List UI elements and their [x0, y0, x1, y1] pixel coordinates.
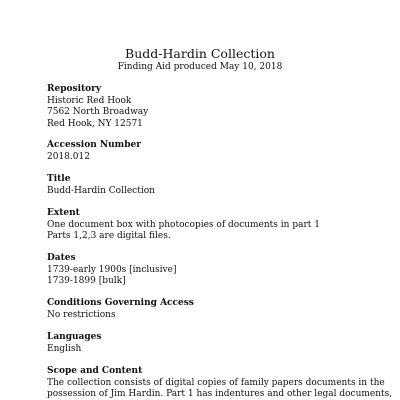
- access-conditions-value: No restrictions: [47, 309, 116, 320]
- section-heading: Languages: [47, 332, 102, 342]
- section-repository: [47, 84, 387, 130]
- repository-name: Historic Red Hook: [47, 95, 132, 106]
- scope-content-line: The collection consists of digital copies of family papers documents in the: [47, 377, 385, 388]
- document-subtitle: Finding Aid produced May 10, 2018: [117, 62, 283, 72]
- dates-inclusive: 1739-early 1900s [inclusive]: [47, 264, 177, 275]
- section-heading: Scope and Content: [47, 366, 143, 376]
- section-heading: Conditions Governing Access: [47, 298, 194, 308]
- extent-line: One document box with photocopies of documents in part 1: [47, 219, 320, 230]
- repository-city: Red Hook, NY 12571: [47, 118, 143, 129]
- document-title: Budd-Hardin Collection: [125, 46, 275, 61]
- accession-number-value: 2018.012: [47, 151, 90, 162]
- section-title: [47, 174, 387, 197]
- title-value: Budd-Hardin Collection: [47, 185, 155, 196]
- section-heading: Accession Number: [47, 140, 141, 150]
- section-heading: Repository: [47, 84, 102, 94]
- section-conditions-governing-access: [47, 298, 387, 321]
- section-heading: Dates: [47, 253, 76, 263]
- section-extent: [47, 208, 387, 243]
- section-dates: [47, 253, 387, 288]
- section-languages: [47, 332, 387, 355]
- section-accession-number: [47, 140, 387, 163]
- extent-line: Parts 1,2,3 are digital files.: [47, 231, 171, 241]
- section-heading: Title: [47, 174, 71, 184]
- repository-street: 7562 North Broadway: [47, 107, 149, 117]
- scope-content-line: possession of Jim Hardin. Part 1 has indentures and other legal documents,: [47, 389, 393, 399]
- section-scope-and-content: [47, 366, 393, 400]
- languages-value: English: [47, 343, 82, 354]
- dates-bulk: 1739-1899 [bulk]: [47, 276, 126, 286]
- section-heading: Extent: [47, 208, 80, 218]
